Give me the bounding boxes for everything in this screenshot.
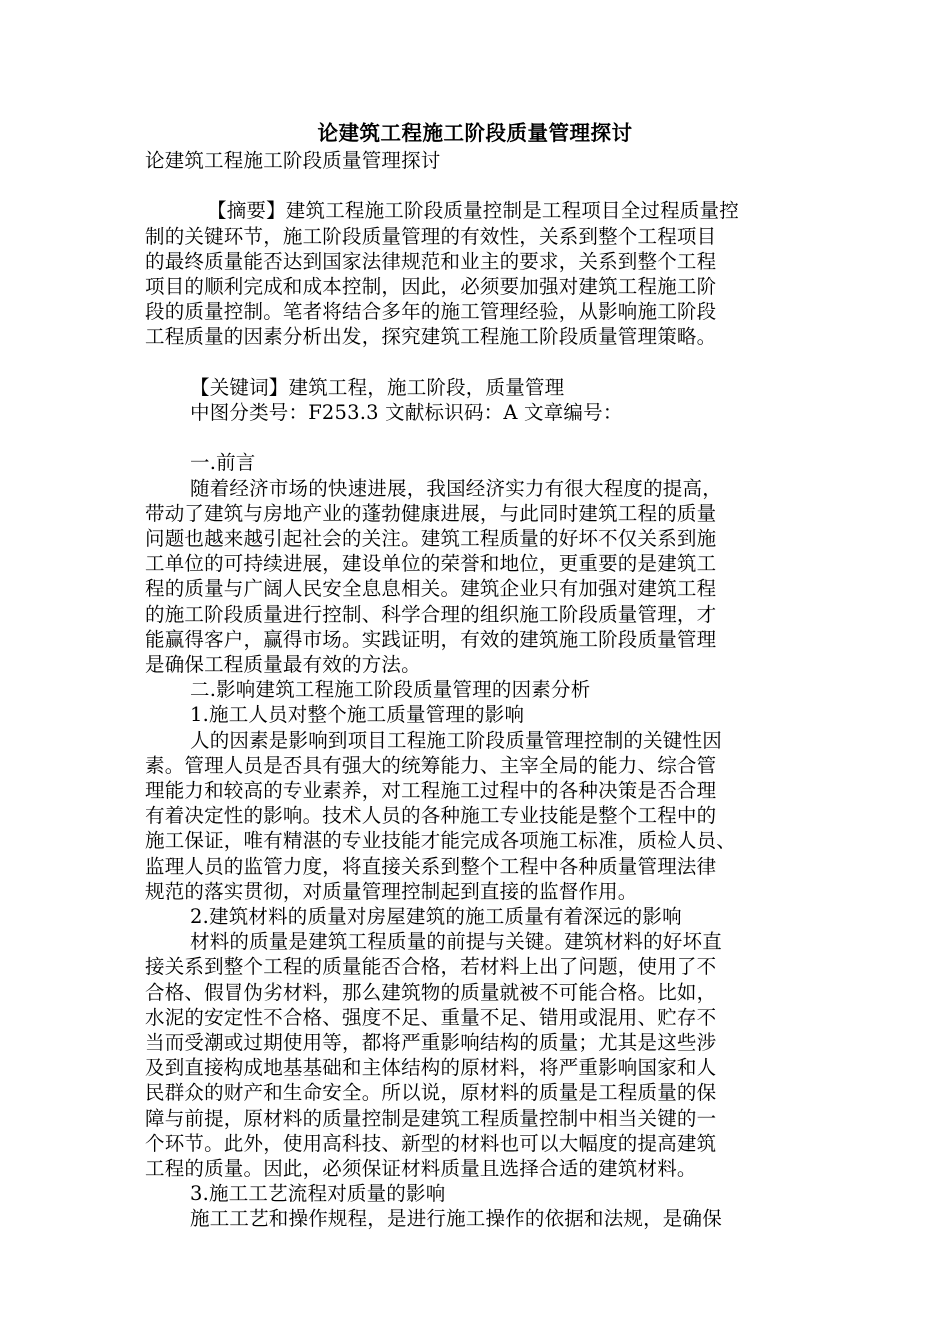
body-line: 素。管理人员是否具有强大的统筹能力、主宰全局的能力、综合管 bbox=[145, 753, 717, 777]
body-line: 工程的质量。因此，必须保证材料质量且选择合适的建筑材料。 bbox=[145, 1157, 697, 1181]
body-line: 工单位的可持续进展，建设单位的荣誉和地位，更重要的是建筑工 bbox=[145, 552, 717, 576]
body-line: 问题也越来越引起社会的关注。建筑工程质量的好坏不仅关系到施 bbox=[145, 527, 717, 550]
abstract-line: 制的关键环节，施工阶段质量管理的有效性，关系到整个工程项目 bbox=[145, 224, 717, 248]
section-heading: 二.影响建筑工程施工阶段质量管理的因素分析 bbox=[190, 678, 591, 702]
document-page bbox=[145, 118, 805, 1232]
document-subtitle: 论建筑工程施工阶段质量管理探讨 bbox=[145, 149, 441, 172]
body-line: 带动了建筑与房地产业的蓬勃健康进展，与此同时建筑工程的质量 bbox=[145, 501, 717, 525]
body-line: 随着经济市场的快速进展，我国经济实力有很大程度的提高， bbox=[190, 476, 722, 500]
body-line: 个环节。此外，使用高科技、新型的材料也可以大幅度的提高建筑 bbox=[145, 1131, 717, 1155]
body-line: 人的因素是影响到项目工程施工阶段质量管理控制的关键性因 bbox=[190, 728, 722, 752]
section-heading: 一.前言 bbox=[190, 451, 256, 475]
body-line: 材料的质量是建筑工程质量的前提与关键。建筑材料的好坏直 bbox=[190, 930, 722, 954]
body-line: 规范的落实贯彻，对质量管理控制起到直接的监督作用。 bbox=[145, 879, 638, 903]
abstract-line: 【摘要】建筑工程施工阶段质量控制是工程项目全过程质量控 bbox=[207, 199, 739, 223]
body-line: 的施工阶段质量进行控制、科学合理的组织施工阶段质量管理，才 bbox=[145, 602, 717, 626]
body-line: 施工保证，唯有精湛的专业技能才能完成各项施工标准，质检人员、 bbox=[145, 829, 737, 853]
abstract-line: 项目的顺利完成和成本控制，因此，必须要加强对建筑工程施工阶 bbox=[145, 275, 717, 298]
spacer bbox=[145, 350, 805, 375]
abstract-line: 的最终质量能否达到国家法律规范和业主的要求，关系到整个工程 bbox=[145, 249, 717, 273]
subsection-heading: 2.建筑材料的质量对房屋建筑的施工质量有着深远的影响 bbox=[190, 905, 682, 929]
abstract-line: 工程质量的因素分析出发，探究建筑工程施工阶段质量管理策略。 bbox=[145, 325, 717, 349]
subsection-body bbox=[145, 728, 805, 904]
body-line: 监理人员的监管力度，将直接关系到整个工程中各种质量管理法律 bbox=[145, 854, 717, 878]
spacer bbox=[145, 173, 805, 198]
abstract-line: 段的质量控制。笔者将结合多年的施工管理经验，从影响施工阶段 bbox=[145, 300, 717, 324]
subsection-body bbox=[145, 1206, 805, 1231]
classification: 中图分类号：F253.3 文献标识码：A 文章编号： bbox=[190, 401, 623, 424]
body-line: 障与前提，原材料的质量控制是建筑工程质量控制中相当关键的一 bbox=[145, 1106, 717, 1130]
body-line: 施工工艺和操作规程，是进行施工操作的依据和法规，是确保 bbox=[190, 1207, 722, 1231]
subsection-body bbox=[145, 929, 805, 1181]
body-line: 水泥的安定性不合格、强度不足、重量不足、错用或混用、贮存不 bbox=[145, 1005, 717, 1029]
body-line: 及到直接构成地基基础和主体结构的原材料，将严重影响国家和人 bbox=[145, 1056, 717, 1080]
subsection-heading: 3.施工工艺流程对质量的影响 bbox=[190, 1182, 446, 1206]
body-line: 是确保工程质量最有效的方法。 bbox=[145, 653, 421, 677]
body-line: 合格、假冒伪劣材料，那么建筑物的质量就被不可能合格。比如， bbox=[145, 980, 717, 1004]
keywords: 【关键词】建筑工程，施工阶段，质量管理 bbox=[190, 375, 565, 399]
body-line: 民群众的财产和生命安全。所以说，原材料的质量是工程质量的保 bbox=[145, 1081, 717, 1105]
body-line: 能赢得客户，赢得市场。实践证明，有效的建筑施工阶段质量管理 bbox=[145, 627, 717, 651]
section-body bbox=[145, 476, 805, 678]
body-line: 理能力和较高的专业素养，对工程施工过程中的各种决策是否合理 bbox=[145, 779, 717, 803]
abstract bbox=[145, 198, 805, 349]
body-line: 接关系到整个工程的质量能否合格，若材料上出了问题，使用了不 bbox=[145, 955, 717, 979]
spacer bbox=[145, 425, 805, 450]
document-title: 论建筑工程施工阶段质量管理探讨 bbox=[317, 121, 633, 145]
body-line: 当而受潮或过期使用等，都将严重影响结构的质量；尤其是这些涉 bbox=[145, 1031, 717, 1055]
body-line: 程的质量与广阔人民安全息息相关。建筑企业只有加强对建筑工程 bbox=[145, 577, 717, 601]
subsection-heading: 1.施工人员对整个施工质量管理的影响 bbox=[190, 703, 525, 727]
body-line: 有着决定性的影响。技术人员的各种施工专业技能是整个工程中的 bbox=[145, 804, 717, 828]
